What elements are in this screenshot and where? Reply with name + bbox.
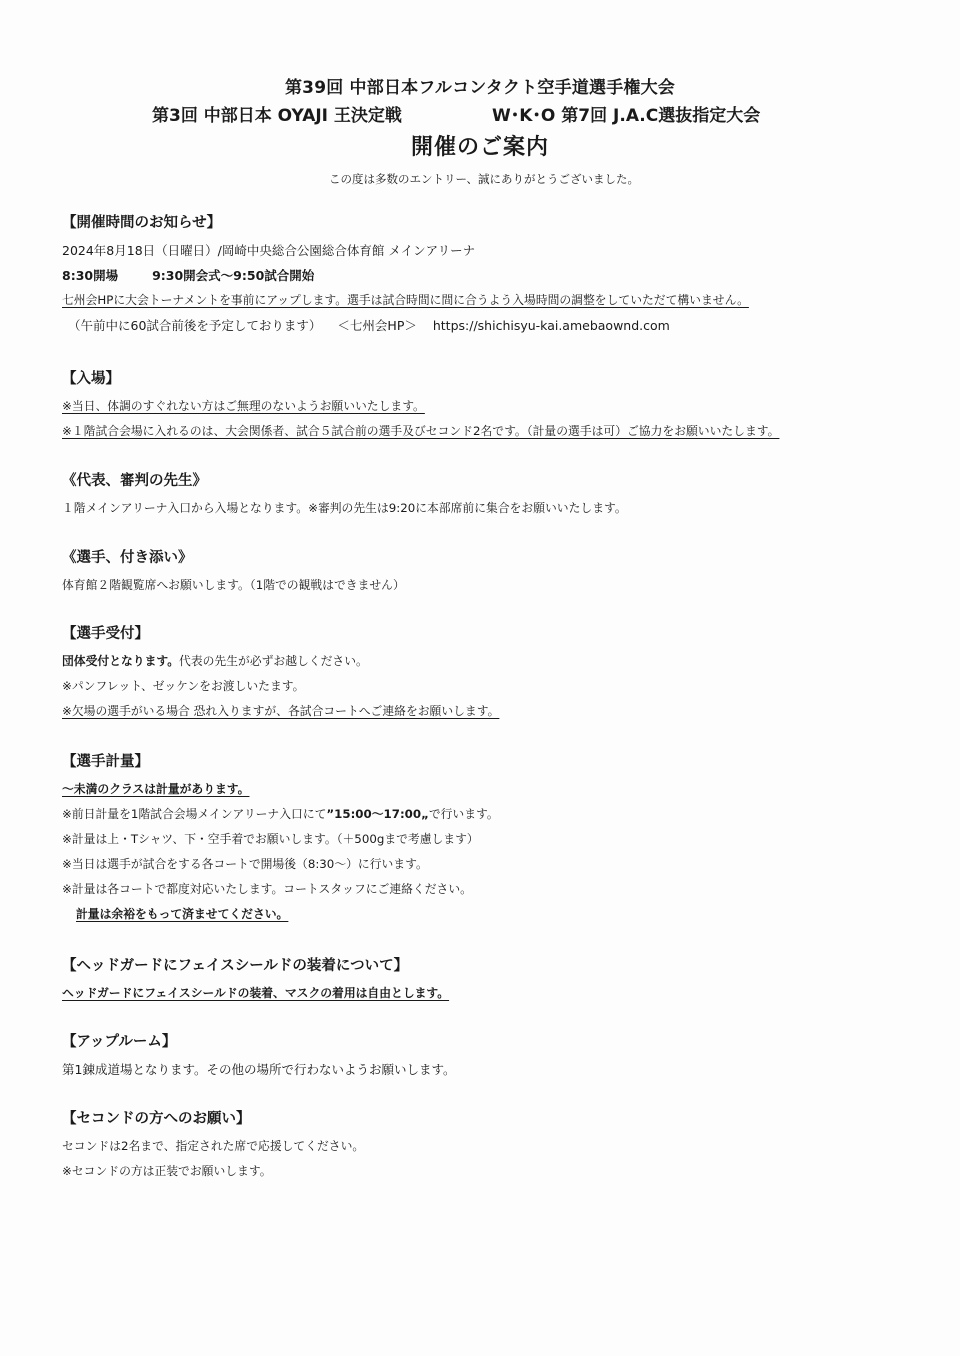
reception-line-3: ※欠場の選手がいる場合 恐れ入りますが、各試合コートへご連絡をお願いします。 [62, 704, 500, 718]
weighin-line-2 [62, 802, 922, 827]
open-time: 8:30開場 [62, 268, 119, 283]
headgear-section [62, 955, 922, 1006]
weighin-suffix: で行います。 [428, 807, 499, 821]
reception-heading: 【選手受付】 [62, 626, 149, 642]
referees-heading: 《代表、審判の先生》 [62, 473, 207, 489]
hp-label: ＜七州会HP＞ [337, 318, 417, 333]
entry-line-2: ※１階試合会場に入れるのは、大会関係者、試合５試合前の選手及びセコンド2名です。（計量の選手は可）ご協力をお願いいたします。 [62, 424, 780, 438]
uproom-line-1: 第1錬成道場となります。その他の場所で行わないようお願いします。 [62, 1062, 456, 1077]
time-row [62, 263, 922, 288]
athletes-line-1: 体育館２階観覧席へお願いします。（1階での観戦はできません） [62, 578, 405, 592]
subtitle-row [0, 102, 960, 130]
oyaji-title: 第3回 中部日本 OYAJI 王決定戦 [152, 106, 402, 126]
entry-line-1: ※当日、体調のすぐれない方はご無理のないようお願いいたします。 [62, 399, 425, 413]
tournament-notice: 七州会HPに大会トーナメントを事前にアップします。選手は試合時間に間に合うよう入場時間の調整をしていただて構いません。 [62, 293, 749, 307]
reception-line-2: ※パンフレット、ゼッケンをお渡しいたます。 [62, 679, 305, 693]
estimate-row [62, 313, 922, 338]
headgear-line-1: ヘッドガードにフェイスシールドの装着、マスクの着用は自由とします。 [62, 986, 450, 1000]
reception-line-1 [62, 649, 922, 674]
date-venue: 2024年8月18日（日曜日）/岡崎中央総合公園総合体育館 メインアリーナ [62, 243, 476, 258]
weighin-line-1: ～未満のクラスは計量があります。 [62, 782, 250, 796]
referees-line-1: １階メインアリーナ入口から入場となります。※審判の先生は9:20に本部席前に集合をお願いいたします。 [62, 501, 627, 515]
weighin-section [62, 751, 922, 927]
weighin-line-3: ※計量は上・Tシャツ、下・空手着でお願いします。（＋500gまで考慮します） [62, 832, 479, 846]
tournament-title: 第39回 中部日本フルコンタクト空手道選手権大会 [284, 78, 675, 98]
second-heading: 【セコンドの方へのお願い】 [62, 1111, 251, 1127]
second-line-2: ※セコンドの方は正装でお願いします。 [62, 1164, 272, 1178]
match-estimate: （午前中に60試合前後を予定しております） [68, 318, 322, 333]
athletes-heading: 《選手、付き添い》 [62, 550, 193, 566]
entry-heading: 【入場】 [62, 371, 120, 387]
weighin-line-6: 計量は余裕をもって済ませてください。 [76, 907, 289, 921]
schedule-section [62, 212, 922, 338]
weighin-line-4: ※当日は選手が試合をする各コートで開場後（8:30～）に行います。 [62, 857, 428, 871]
headgear-heading: 【ヘッドガードにフェイスシールドの装着について】 [62, 958, 409, 974]
entry-section [62, 368, 922, 444]
referees-section [62, 470, 922, 521]
uproom-section [62, 1031, 922, 1082]
ceremony-time: 9:30開会式～9:50試合開始 [152, 268, 315, 283]
athletes-section [62, 547, 922, 598]
schedule-heading: 【開催時間のお知らせ】 [62, 215, 222, 231]
page-title: 開催のご案内 [410, 135, 549, 160]
group-reception: 団体受付となります。 [62, 654, 180, 668]
reception-section [62, 623, 922, 724]
weighin-heading: 【選手計量】 [62, 754, 149, 770]
reception-note: 代表の先生が必ずお越しください。 [179, 654, 368, 668]
second-line-1: セコンドは2名まで、指定された席で応援してください。 [62, 1139, 365, 1153]
wko-title: W･K･O 第7回 J.A.C選抜指定大会 [492, 106, 761, 126]
uproom-heading: 【アップルーム】 [62, 1034, 177, 1050]
hp-url: https://shichisyu-kai.amebaownd.com [432, 318, 670, 333]
thanks-message: この度は多数のエントリー、誠にありがとうございました。 [328, 172, 640, 186]
document-header [0, 74, 960, 190]
second-section [62, 1108, 922, 1184]
weighin-line-5: ※計量は各コートで都度対応いたします。コートスタッフにご連絡ください。 [62, 882, 472, 896]
weighin-time: ”15:00～17:00„ [326, 807, 429, 821]
weighin-place: ※前日計量を1階試合会場メインアリーナ入口にて [62, 807, 327, 821]
